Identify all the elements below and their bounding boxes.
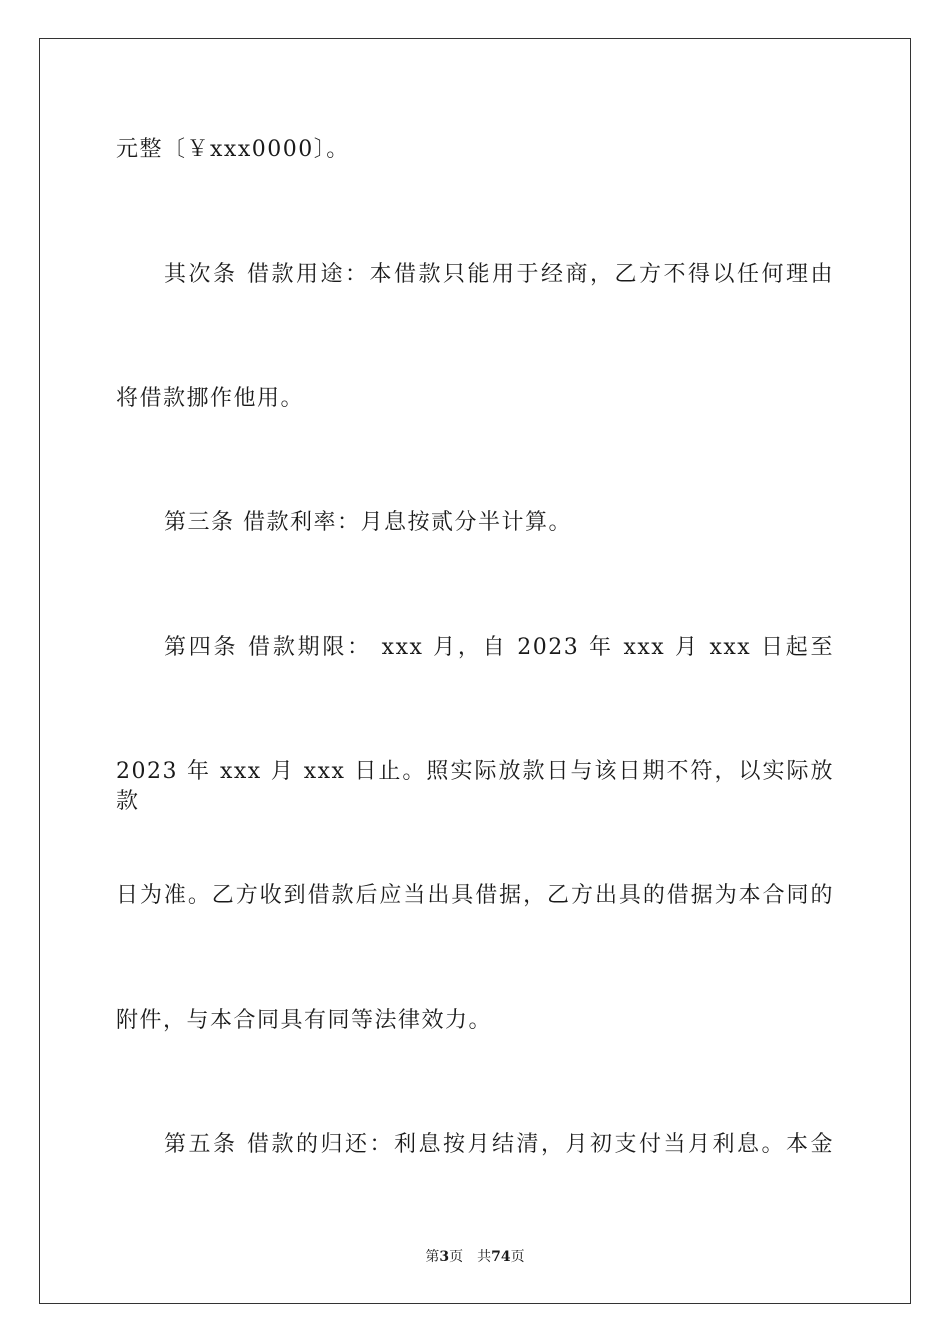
footer-total-pages: 74 [491,1249,511,1265]
text-line-1: 元整〔￥xxx0000〕。 [116,137,350,162]
text-line-9: 第五条 借款的归还：利息按月结清，月初支付当月利息。本金 [164,1132,834,1157]
text-line-2: 其次条 借款用途：本借款只能用于经商，乙方不得以任何理由 [164,262,834,287]
page-footer [0,1248,950,1266]
footer-total-suffix: 页 [510,1249,525,1265]
text-line-7: 日为准。乙方收到借款后应当出具借据，乙方出具的借据为本合同的 [116,883,834,908]
text-line-5: 第四条 借款期限： xxx 月，自 2023 年 xxx 月 xxx 日起至 [164,635,834,660]
page-border [39,38,911,1304]
footer-page-suffix: 页 [449,1249,464,1265]
footer-page-prefix: 第 [425,1249,440,1265]
text-line-8: 附件，与本合同具有同等法律效力。 [116,1008,493,1033]
text-line-6: 2023 年 xxx 月 xxx 日止。照实际放款日与该日期不符，以实际放款 [116,759,834,814]
text-line-4: 第三条 借款利率：月息按贰分半计算。 [164,510,572,535]
footer-page-number: 3 [439,1249,450,1265]
text-line-3: 将借款挪作他用。 [116,386,305,411]
footer-total-prefix: 共 [477,1249,492,1265]
